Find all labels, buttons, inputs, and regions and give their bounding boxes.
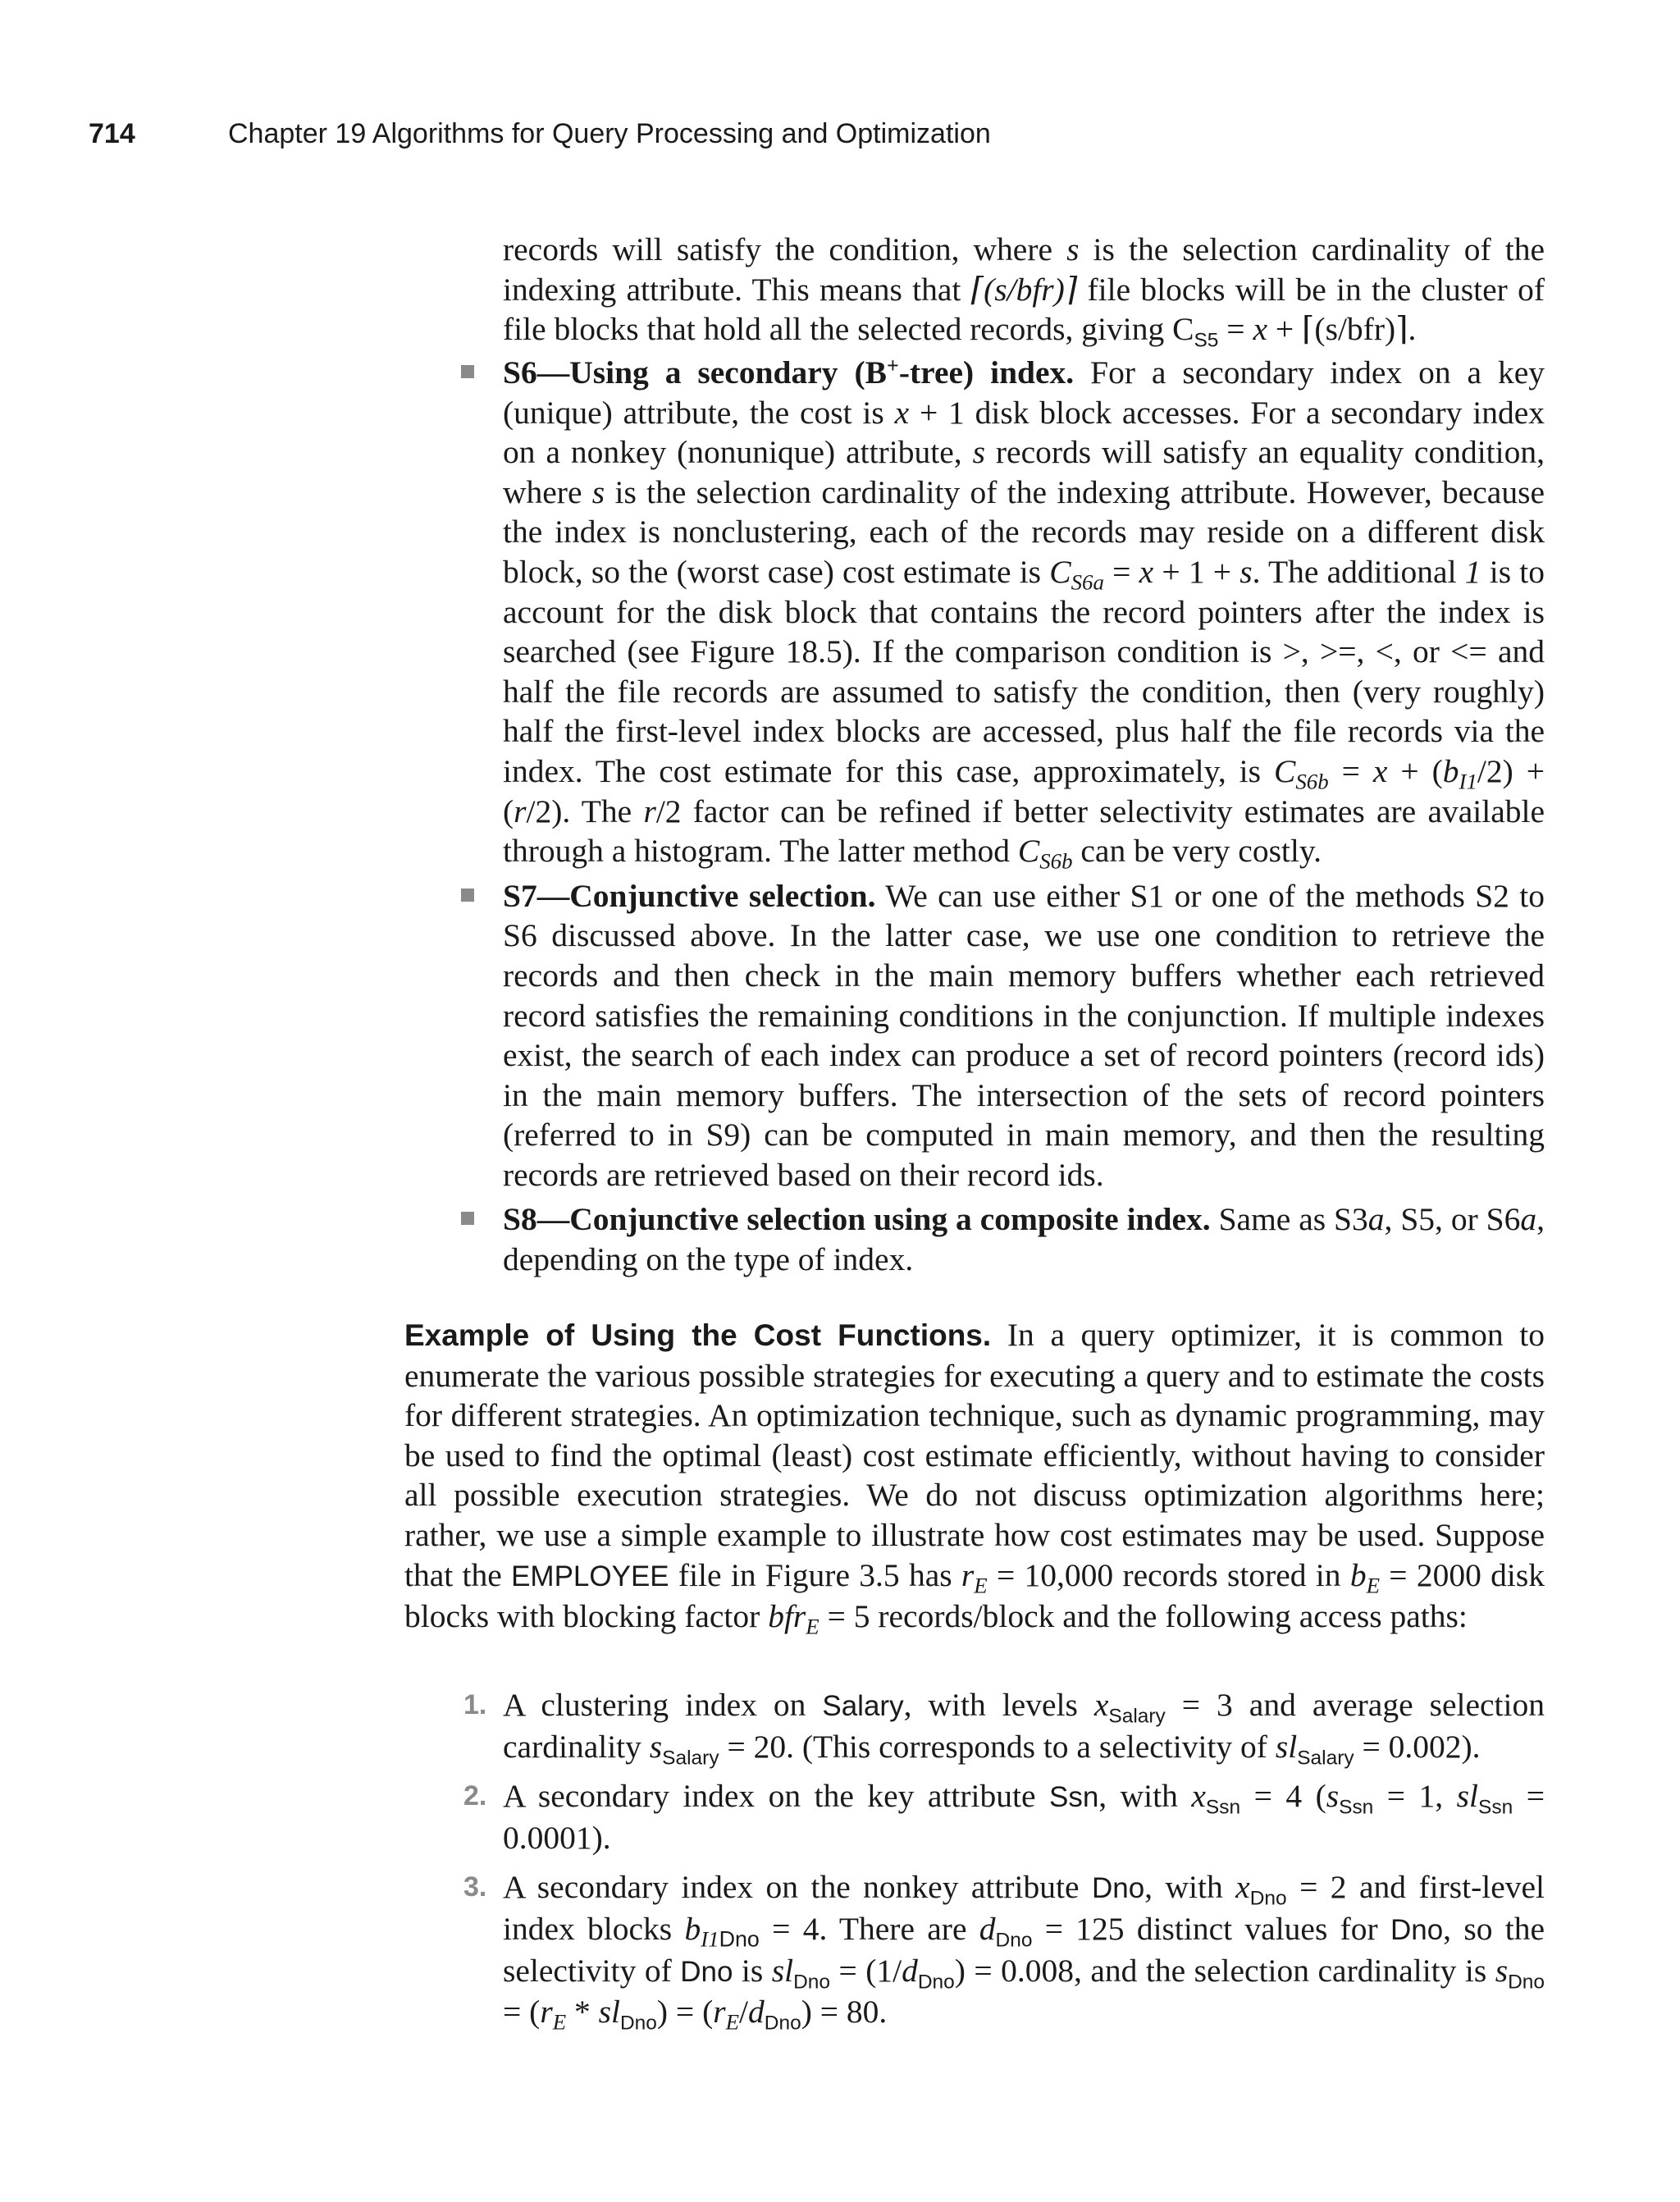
math-var: x bbox=[1139, 553, 1154, 590]
text-run: /2). The bbox=[526, 793, 644, 829]
math-var: a bbox=[1367, 1201, 1385, 1238]
attribute-name: Dno bbox=[680, 1955, 733, 1988]
text-run: records will satisfy an equality condition, where bbox=[503, 434, 1545, 510]
math-var: s bbox=[1239, 553, 1253, 590]
math-subscript: Dno bbox=[793, 1970, 831, 1993]
math-subscript: Dno bbox=[1249, 1887, 1287, 1910]
selection-methods-list bbox=[503, 353, 1545, 1285]
math-subscript: E bbox=[1366, 1573, 1380, 1598]
text-run: For a secondary index on a key (unique) attribute, the cost is bbox=[503, 354, 1545, 431]
attribute-name: Ssn bbox=[1048, 1781, 1099, 1814]
math-subscript: I1 bbox=[701, 1926, 719, 1952]
text-run: file blocks will be in the cluster of file blocks that hold all the selected records, giving C bbox=[503, 271, 1545, 348]
text-run: + 1 + bbox=[1153, 553, 1240, 590]
math-var: x bbox=[1253, 311, 1267, 348]
math-var: b bbox=[1442, 752, 1459, 789]
ceiling-expression: ⌈(s/bfr)⌉ bbox=[970, 271, 1078, 308]
math-var: 1 bbox=[1464, 553, 1481, 590]
math-subscript: Dno bbox=[764, 2012, 801, 2035]
list-number: 3. bbox=[463, 1871, 487, 1903]
math-var: b bbox=[1349, 1556, 1367, 1593]
math-var: C bbox=[1273, 752, 1296, 789]
math-var: s bbox=[591, 473, 605, 510]
text-run: is the selection cardinality of the indexing attribute. However, because the index is nonclustering, each of the records may reside on a different disk block, so the (worst case) cost estimate is bbox=[503, 473, 1545, 590]
text-run: /2) + ( bbox=[503, 752, 1545, 829]
item-heading: S6—Using a secondary (B+-tree) index. bbox=[503, 353, 1075, 391]
access-path-item: 2. A secondary index on the key attribute Ssn, with $x_{Ssn} = 4$ ($s_{Ssn} = 1$, $sl_{Ssn} = 0.0001$). bbox=[463, 1778, 1545, 1856]
text-run: . The additional bbox=[1252, 553, 1465, 590]
math-subscript: Salary bbox=[662, 1746, 719, 1769]
text-run: is the selection cardinality of the indexing attribute. This means that bbox=[503, 231, 1545, 308]
math-var: s bbox=[1066, 231, 1080, 267]
math-var: x bbox=[894, 394, 910, 431]
access-paths-list bbox=[463, 1685, 1545, 2042]
text-run: + ⌈(s/bfr)⌉. bbox=[1267, 311, 1417, 348]
text-run: = 10,000 records stored in bbox=[987, 1556, 1350, 1593]
text-run: = bbox=[1328, 752, 1373, 789]
math-subscript: Ssn bbox=[1478, 1796, 1513, 1819]
math-subscript: E bbox=[974, 1573, 988, 1598]
running-header bbox=[89, 118, 991, 159]
math-subscript: S6b bbox=[1295, 769, 1329, 794]
text-run: = bbox=[1218, 311, 1253, 348]
math-subscript: Dno bbox=[917, 1970, 955, 1993]
math-var: s bbox=[972, 434, 985, 471]
item-heading: S8—Conjunctive selection using a composite index. bbox=[503, 1201, 1211, 1238]
math-subscript: E bbox=[806, 1614, 819, 1639]
attribute-name: Dno bbox=[1091, 1872, 1145, 1905]
text-run: file in Figure 3.5 has bbox=[669, 1556, 961, 1593]
math-subscript: Salary bbox=[1297, 1746, 1354, 1769]
relation-name: EMPLOYEE bbox=[511, 1560, 669, 1592]
text-run: = 2000 disk blocks with blocking factor bbox=[404, 1556, 1545, 1635]
math-subscript: Ssn bbox=[1205, 1796, 1241, 1819]
math-var: bfr bbox=[768, 1598, 806, 1635]
bullet-square-icon bbox=[461, 889, 474, 902]
math-subscript: S5 bbox=[1194, 329, 1219, 352]
list-number: 1. bbox=[463, 1689, 487, 1720]
math-var: r bbox=[961, 1556, 975, 1593]
list-number: 2. bbox=[463, 1780, 487, 1812]
math-subscript: S6b bbox=[1039, 848, 1073, 874]
text-run: We can use either S1 or one of the methods S2 to S6 discussed above. In the latter case, we use one condition to retrieve the records and then check in the main memory buffers whether each retrieved record satisfies the remaining conditions in the conjunction. If multiple indexes exist, the search of each index can produce a set of record pointers (record ids) in the main memory buffers. The intersection of the sets of record pointers (referred to in S9) can be computed in main memory, and then the resulting records are retrieved based on their record ids. bbox=[503, 877, 1545, 1193]
math-subscript: E bbox=[725, 2009, 740, 2035]
access-path-item: 1. A clustering index on Salary, with levels $x_{Salary} = 3$ and average selection cardinality $s_{Salary} = 20$. (This corresponds to a selectivity of $sl_{Salary} = 0.002$). bbox=[463, 1687, 1545, 1769]
text-run: , depending on the type of index. bbox=[503, 1201, 1545, 1278]
text-run: + 1 disk block accesses. For a secondary index on a nonkey (nonunique) attribute, bbox=[503, 394, 1545, 471]
math-var: C bbox=[1017, 833, 1040, 870]
text-run: , S5, or S6 bbox=[1384, 1201, 1521, 1238]
text-run: = bbox=[1103, 553, 1139, 590]
math-subscript: I1 bbox=[1459, 769, 1477, 794]
math-var: r bbox=[643, 793, 656, 829]
chapter-title: Chapter 19 Algorithms for Query Processing and Optimization bbox=[228, 118, 991, 149]
attribute-name: Salary bbox=[822, 1690, 904, 1722]
item-s8 bbox=[503, 1199, 1545, 1279]
text-run: can be very costly. bbox=[1072, 833, 1322, 870]
access-path-item: 3. A secondary index on the nonkey attribute Dno, with $x_{Dno} = 2$ and first-level index blocks $b_{I1Dno} = 4$. There are $d_{Dno} = 125$ distinct values for Dno, so the selectivity of Dno is $sl_{Dno} = (1/d_{Dno}) = 0.008$, and the selection cardinality is $s_{Dno} = (r_E * sl_{Dno}) = (r_E/d_{Dno}) = 80$. bbox=[463, 1869, 1545, 2035]
math-subscript: Dno bbox=[619, 2012, 657, 2035]
math-var: C bbox=[1049, 553, 1071, 590]
text-run: /2 factor can be refined if better selectivity estimates are available through a histogram. The latter method bbox=[503, 793, 1545, 870]
bullet-square-icon bbox=[461, 365, 474, 378]
text-run: In a query optimizer, it is common to enumerate the various possible strategies for executing a query and to estimate the costs for different strategies. An optimization technique, such as dynamic programming, may be used to find the optimal (least) cost estimate efficiently, without having to consider all possible execution strategies. We do not discuss optimization algorithms here; rather, we use a simple example to illustrate how cost estimates may be used. Suppose that the bbox=[404, 1317, 1545, 1593]
text-run: = 5 records/block and the following access paths: bbox=[819, 1598, 1468, 1635]
math-subscript: E bbox=[552, 2009, 567, 2035]
math-subscript: Salary bbox=[1108, 1705, 1166, 1728]
example-paragraph bbox=[404, 1315, 1545, 1637]
math-var: x bbox=[1372, 752, 1388, 789]
math-subscript: Ssn bbox=[1339, 1796, 1374, 1819]
continuation-paragraph bbox=[503, 230, 1545, 352]
math-var: a bbox=[1520, 1201, 1537, 1238]
bullet-square-icon bbox=[461, 1212, 474, 1225]
item-s6 bbox=[503, 353, 1545, 874]
text-run: + ( bbox=[1387, 752, 1443, 789]
math-subscript: Dno bbox=[995, 1929, 1033, 1952]
item-s7 bbox=[503, 876, 1545, 1195]
math-subscript: Dno bbox=[719, 1926, 760, 1952]
text-run: Same as S3 bbox=[1210, 1201, 1368, 1238]
math-subscript: S6a bbox=[1071, 569, 1104, 595]
text-run: is to account for the disk block that contains the record pointers after the index is searched (see Figure 18.5). If the comparison condition is >, >=, <, or <= and half the file records are assumed to satisfy the condition, then (very roughly) half the first-level index blocks are accessed, plus half the file records via the index. The cost estimate for this case, approximately, is bbox=[503, 553, 1545, 789]
attribute-name: Dno bbox=[1390, 1913, 1444, 1946]
page-number: 714 bbox=[89, 118, 135, 149]
math-subscript: Dno bbox=[1508, 1970, 1545, 1993]
text-run: records will satisfy the condition, where bbox=[503, 231, 1067, 267]
run-in-heading: Example of Using the Cost Functions. bbox=[404, 1318, 992, 1352]
item-heading: S7—Conjunctive selection. bbox=[503, 877, 876, 914]
math-var: r bbox=[514, 793, 527, 829]
